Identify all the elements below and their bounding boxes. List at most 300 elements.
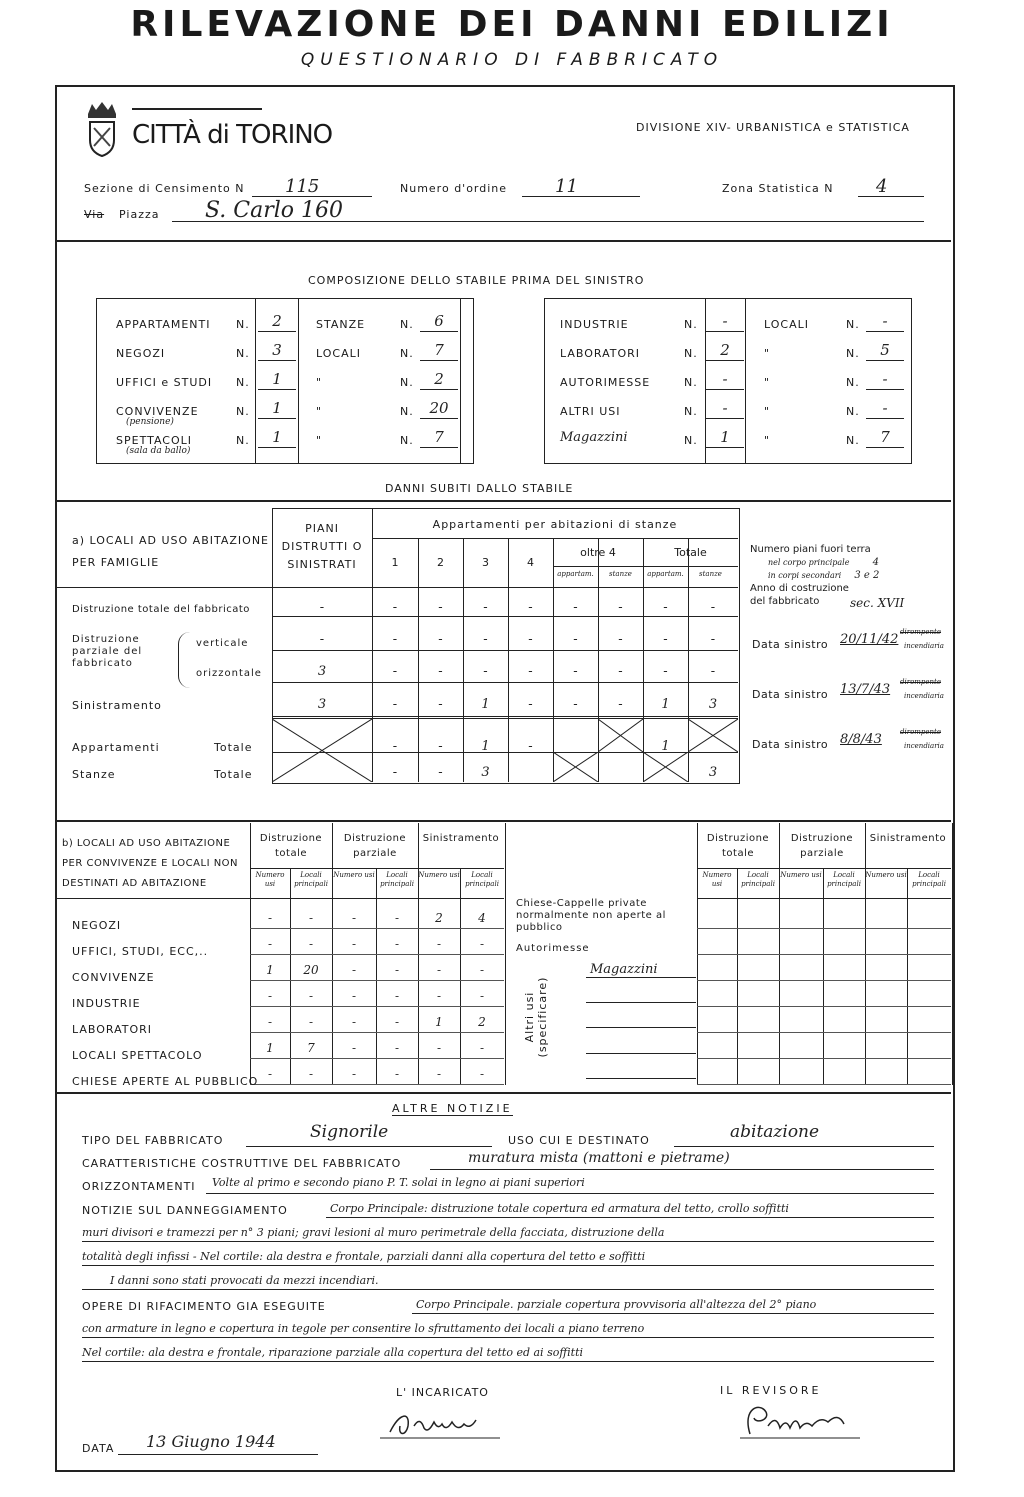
page-title: RILEVAZIONE DEI DANNI EDILIZI	[130, 4, 894, 45]
revisore-signature	[720, 1398, 870, 1446]
comp-right-sn: 7	[880, 428, 890, 446]
b-subheader: Numero usi	[255, 871, 285, 888]
field-line	[866, 360, 904, 361]
b-row-label: INDUSTRIE	[72, 997, 141, 1010]
b-group-header: Sinistramento	[869, 833, 947, 844]
b-subheader: Numero usi	[780, 871, 822, 879]
row-label-orizzontale: orizzontale	[196, 668, 262, 679]
data-sinistro-value: 20/11/42	[840, 632, 899, 647]
row-label-stanze: Stanze	[72, 768, 116, 781]
b-cell: -	[436, 1041, 442, 1055]
comp-left-label: APPARTAMENTI	[116, 318, 211, 331]
damage-cell: -	[483, 600, 488, 615]
n-label: N.	[846, 405, 860, 418]
damage-cell: -	[392, 697, 398, 712]
n-label: N.	[846, 376, 860, 389]
via-label: Via	[84, 208, 105, 221]
tipo-label: TIPO DEL FABBRICATO	[82, 1134, 224, 1147]
damage-cell: -	[710, 632, 716, 647]
field-line	[258, 418, 296, 419]
b-subheader: Numero usi	[865, 871, 907, 879]
b-subheader: Numero usi	[702, 871, 732, 888]
n-label: N.	[684, 376, 698, 389]
comp-right-sub: "	[764, 347, 771, 360]
damage-col-header: oltre 4	[580, 546, 616, 559]
b-row-label: LABORATORI	[72, 1023, 153, 1036]
comp-left-sub: "	[316, 405, 323, 418]
b-row-rule	[697, 1032, 951, 1033]
b-cell: -	[267, 989, 273, 1003]
comp-right-label: ALTRI USI	[560, 405, 621, 418]
comp-left-sub: "	[316, 434, 323, 447]
row-label-totale: Distruzione totale del fabbricato	[72, 604, 250, 615]
incendiaria-label: incendiaria	[904, 692, 944, 700]
ordine-value: 11	[555, 176, 578, 197]
damage-cell: -	[618, 632, 623, 647]
b-cell: -	[394, 1067, 400, 1081]
damage-cell: 3	[481, 765, 490, 780]
subheader-rule	[553, 566, 738, 567]
a-rule	[56, 587, 272, 588]
comp-left-label: CONVIVENZE	[116, 405, 199, 418]
n-label: N.	[400, 376, 414, 389]
damage-col-header: 2	[437, 556, 444, 569]
notes-title: ALTRE NOTIZIE	[392, 1102, 513, 1115]
damage-cell: -	[392, 632, 398, 647]
damage-cell: -	[573, 600, 578, 615]
b-row-rule	[697, 1006, 951, 1007]
n-label: N.	[236, 347, 250, 360]
coat-of-arms-icon	[82, 100, 122, 160]
data-value: 13 Giugno 1944	[146, 1432, 276, 1451]
uso-label: USO CUI E DESTINATO	[508, 1134, 650, 1147]
damage-cell: -	[663, 600, 668, 615]
piazza-label: Piazza	[119, 208, 160, 221]
b-label-rule	[56, 898, 250, 899]
field-line	[706, 447, 744, 448]
b-subheader: Locali principali	[741, 871, 775, 888]
field-line	[420, 331, 458, 332]
b-group-header: Sinistramento	[422, 833, 500, 844]
magazzini-label: Magazzini	[590, 962, 658, 977]
damage-cell: -	[392, 600, 398, 615]
n-label: N.	[236, 318, 250, 331]
damage-cell: -	[573, 664, 578, 679]
b-row-rule	[250, 954, 504, 955]
b-row-label: NEGOZI	[72, 919, 122, 932]
data-sinistro-label: Data sinistro	[752, 638, 829, 651]
b-cell: -	[436, 963, 442, 977]
app-header-rule	[372, 538, 738, 539]
n-label: N.	[400, 347, 414, 360]
uso-value: abitazione	[730, 1122, 820, 1142]
field-line	[866, 331, 904, 332]
damage-cell: -	[618, 664, 623, 679]
b-subheader: Numero usi	[333, 871, 375, 879]
field-line	[866, 389, 904, 390]
b-cell: -	[351, 1067, 357, 1081]
b-cell: -	[479, 1041, 485, 1055]
b-group-header: Distruzione totale	[259, 833, 323, 859]
logo-rule	[132, 108, 262, 110]
field-line	[706, 418, 744, 419]
b-subheader: Numero usi	[418, 871, 460, 879]
field-line	[866, 418, 904, 419]
dann-line: Corpo Principale: distruzione totale copertura ed armatura del tetto, crollo soffitti	[330, 1202, 789, 1215]
b-cell: -	[394, 1015, 400, 1029]
damage-cell: -	[392, 664, 398, 679]
ordine-label: Numero d'ordine	[400, 182, 508, 195]
damage-cell: 1	[481, 697, 490, 712]
n-label: N.	[684, 347, 698, 360]
crossed-out-cell	[688, 719, 738, 752]
dirompente-label: dirompente	[900, 678, 942, 686]
damage-cell: -	[573, 697, 578, 712]
b-cell: -	[267, 1067, 273, 1081]
comp-left-sub: STANZE	[316, 318, 366, 331]
n-label: N.	[400, 405, 414, 418]
zona-label: Zona Statistica N	[722, 182, 834, 195]
dann-line: totalità degli infissi - Nel cortile: ala destra e frontale, parziali danni alla copertura del tetto e soffitti	[82, 1250, 646, 1263]
damage-row-rule	[272, 682, 738, 683]
chiese-label: Chiese-Cappelle private normalmente non aperte al pubblico	[516, 898, 666, 933]
data-sinistro-value: 13/7/43	[840, 682, 891, 697]
b-cell: 2	[478, 1015, 486, 1029]
opere-label: OPERE DI RIFACIMENTO GIA ESEGUITE	[82, 1300, 326, 1313]
comp-left-n: 1	[272, 370, 282, 388]
comp-right-sn: -	[882, 370, 888, 388]
piani-fuori-label: Numero piani fuori terra	[750, 544, 871, 555]
b-cell: -	[351, 911, 357, 925]
b-cell: -	[351, 989, 357, 1003]
b-sub-rule	[697, 898, 951, 899]
corpi-secondari-value: 3 e 2	[854, 570, 880, 581]
damage-cell: -	[438, 739, 443, 754]
b-subheader: Locali principali	[380, 871, 414, 888]
comp-right-sub: LOCALI	[764, 318, 809, 331]
b-col-divider	[907, 868, 908, 1085]
comp-right-label: INDUSTRIE	[560, 318, 629, 331]
b-row-rule	[250, 1084, 504, 1085]
comp-left-sub: LOCALI	[316, 347, 361, 360]
b-group-header: Distruzione parziale	[790, 833, 854, 859]
b-cell: -	[267, 1015, 273, 1029]
comp-right-n: -	[722, 312, 728, 330]
field-line	[420, 418, 458, 419]
b-cell: 7	[307, 1041, 315, 1055]
b-title: b) LOCALI AD USO ABITAZIONE PER CONVIVENZE E LOCALI NON DESTINATI AD ABITAZIONE	[62, 838, 239, 889]
damage-title: DANNI SUBITI DALLO STABILE	[385, 482, 574, 495]
b-cell: -	[479, 963, 485, 977]
n-label: N.	[684, 405, 698, 418]
crossed-out-cell	[272, 719, 372, 782]
b-cell: -	[351, 937, 357, 951]
field-line	[866, 447, 904, 448]
damage-rule	[55, 500, 951, 502]
header-bottom-rule	[272, 587, 738, 588]
b-cell: -	[267, 937, 273, 951]
n-label: N.	[236, 376, 250, 389]
orizz-value: Volte al primo e secondo piano P. T. solai in legno ai piani superiori	[212, 1176, 585, 1189]
b-cell: -	[351, 1041, 357, 1055]
field-line	[706, 331, 744, 332]
side-info	[750, 543, 950, 608]
damage-cell: -	[710, 600, 716, 615]
b-cell: 1	[435, 1015, 443, 1029]
b-cell: -	[308, 989, 314, 1003]
tipo-value: Signorile	[310, 1122, 389, 1142]
b-col-divider	[737, 868, 738, 1085]
opere-line: Corpo Principale. parziale copertura provvisoria all'altezza del 2° piano	[416, 1298, 817, 1311]
damage-cell: -	[528, 632, 533, 647]
dann-label: NOTIZIE SUL DANNEGGIAMENTO	[82, 1204, 288, 1217]
sezione-value: 115	[285, 176, 320, 197]
b-row-rule	[697, 980, 951, 981]
field-line	[258, 331, 296, 332]
b-subheader: Locali principali	[912, 871, 946, 888]
b-row-rule	[250, 1032, 504, 1033]
brace	[178, 632, 193, 688]
revisore-label: IL REVISORE	[720, 1384, 822, 1397]
damage-row-rule	[272, 616, 738, 617]
damage-cell: -	[573, 632, 578, 647]
b-cell: -	[479, 937, 485, 951]
corpo-principale-label: nel corpo principale	[768, 558, 850, 567]
b-cell: 4	[478, 911, 486, 925]
comp-right-sn: -	[882, 312, 888, 330]
b-cell: -	[351, 963, 357, 977]
n-label: N.	[236, 434, 250, 447]
damage-cell: -	[528, 739, 533, 754]
comp-left-sn: 20	[429, 399, 449, 417]
damage-cell: -	[438, 632, 443, 647]
data-sinistro-label: Data sinistro	[752, 688, 829, 701]
field-line	[420, 389, 458, 390]
damage-cell: 3	[317, 664, 327, 679]
a-title: a) LOCALI AD USO ABITAZIONE PER FAMIGLIE	[72, 534, 270, 569]
comp-left-note: (pensione)	[126, 417, 174, 427]
b-row-rule	[697, 928, 951, 929]
dann-line: muri divisori e tramezzi per n° 3 piani; gravi lesioni al muro perimetrale della facciata, distruzione della	[82, 1226, 665, 1239]
dirompente-label: dirompente	[900, 728, 942, 736]
damage-col-header: Totale	[674, 546, 707, 559]
comp-right-n: 1	[720, 428, 730, 446]
piani-header: PIANI DISTRUTTI O SINISTRATI	[281, 522, 363, 571]
page-subtitle: QUESTIONARIO DI FABBRICATO	[300, 50, 724, 70]
damage-cell: 1	[661, 739, 670, 754]
field-line	[420, 360, 458, 361]
b-cell: 1	[266, 1041, 274, 1055]
field-line	[706, 360, 744, 361]
crossed-out-cell	[598, 719, 643, 752]
n-label: N.	[236, 405, 250, 418]
crossed-out-cell	[553, 752, 598, 782]
b-row-label: CONVIVENZE	[72, 971, 155, 984]
b-cell: 1	[266, 963, 274, 977]
b-row-rule	[250, 928, 504, 929]
comp-left-sn: 7	[434, 341, 444, 359]
comp-right-divider2	[745, 299, 746, 463]
damage-col-header: 1	[391, 556, 399, 569]
comp-left-sub: "	[316, 376, 323, 389]
damage-cell: -	[710, 664, 716, 679]
b-cell: -	[394, 963, 400, 977]
incaricato-signature	[380, 1402, 510, 1446]
dann-line: I danni sono stati provocati da mezzi incendiari.	[110, 1274, 379, 1287]
b-group-header: Distruzione parziale	[343, 833, 407, 859]
damage-cell: -	[528, 697, 533, 712]
damage-cell: -	[392, 739, 398, 754]
row-label-parziale: Distruzione parziale del fabbricato	[72, 634, 143, 669]
b-row-rule	[250, 980, 504, 981]
field-line	[420, 447, 458, 448]
n-label: N.	[846, 347, 860, 360]
data-sinistro-label: Data sinistro	[752, 738, 829, 751]
damage-cell: -	[438, 765, 443, 780]
damage-cell: -	[528, 664, 533, 679]
b-col-divider	[823, 868, 824, 1085]
damage-cell: 1	[481, 739, 490, 754]
b-cell: -	[308, 1067, 314, 1081]
b-cell: -	[436, 989, 442, 1003]
field-line	[258, 360, 296, 361]
damage-cell: -	[392, 765, 398, 780]
damage-cell: -	[319, 632, 325, 647]
damage-row-rule	[272, 716, 738, 717]
b-cell: -	[436, 1067, 442, 1081]
b-cell: -	[394, 911, 400, 925]
comp-left-label: UFFICI e STUDI	[116, 376, 213, 389]
damage-cell: -	[319, 600, 325, 615]
dann-line-rule	[82, 1289, 934, 1290]
corpo-principale-value: 4	[872, 557, 880, 568]
damage-cell: -	[663, 632, 668, 647]
b-cell: -	[267, 911, 273, 925]
comp-right-label: LABORATORI	[560, 347, 641, 360]
damage-col-header: 3	[482, 556, 489, 569]
dann-line-rule	[82, 1241, 934, 1242]
opere-line-rule	[82, 1361, 934, 1362]
row-label-verticale: verticale	[196, 638, 249, 649]
b-cell: -	[479, 1067, 485, 1081]
n-label: N.	[684, 318, 698, 331]
comp-left-sn: 6	[434, 312, 444, 330]
comp-right-sn: -	[882, 399, 888, 417]
comp-right-n: -	[722, 370, 728, 388]
comp-left-n: 1	[272, 399, 282, 417]
autorimesse-label: Autorimesse	[516, 943, 590, 954]
b-row-label: UFFICI, STUDI, ECC,..	[72, 945, 209, 958]
incendiaria-label: incendiaria	[904, 642, 944, 650]
b-subheader: Locali principali	[465, 871, 499, 888]
comp-left-n: 2	[272, 312, 282, 330]
b-cell: -	[308, 911, 314, 925]
comp-right-n: -	[722, 399, 728, 417]
dann-line-rule	[82, 1265, 934, 1266]
damage-subcol: stanze	[609, 570, 632, 578]
b-cell: -	[436, 937, 442, 951]
corpi-secondari-label: in corpi secondari	[768, 571, 842, 580]
damage-cell: -	[483, 664, 488, 679]
piazza-value: S. Carlo 160	[205, 198, 344, 223]
dann-line-rule	[326, 1217, 934, 1218]
b-cell: 2	[435, 911, 443, 925]
comp-right-n: 2	[720, 341, 730, 359]
data-sinistro-value: 8/8/43	[840, 732, 882, 747]
b-hdr-rule	[250, 868, 504, 869]
b-rule	[55, 820, 951, 822]
anno-label: Anno di costruzione del fabbricato	[750, 583, 849, 607]
field-line	[706, 389, 744, 390]
zona-value: 4	[876, 176, 888, 197]
row-label-totale: Totale	[214, 741, 253, 754]
incendiaria-label: incendiaria	[904, 742, 944, 750]
damage-cell: -	[438, 664, 443, 679]
b-row-label: CHIESE APERTE AL PUBBLICO	[72, 1075, 259, 1088]
crossed-out-cell	[643, 752, 688, 782]
b-cell: 20	[303, 963, 319, 977]
damage-subcol: appartam.	[557, 570, 594, 578]
damage-cell: 1	[661, 697, 670, 712]
n-label: N.	[684, 434, 698, 447]
comp-right-sub: "	[764, 405, 771, 418]
damage-cell: -	[528, 600, 533, 615]
b-cell: -	[394, 989, 400, 1003]
altri-usi-label: Altri usi (specificare)	[523, 976, 549, 1058]
n-label: N.	[400, 434, 414, 447]
composition-title: COMPOSIZIONE DELLO STABILE PRIMA DEL SINISTRO	[308, 274, 645, 287]
b-cell: -	[351, 1015, 357, 1029]
damage-col-header: 4	[527, 556, 534, 569]
comp-left-n: 3	[272, 341, 282, 359]
b-row-rule	[250, 1006, 504, 1007]
b-sub-rule	[250, 898, 504, 899]
b-cell: -	[479, 989, 485, 1003]
comp-left-divider3	[460, 299, 461, 463]
damage-row-rule	[272, 650, 738, 651]
opere-line: Nel cortile: ala destra e frontale, riparazione parziale alla copertura del tetto ed ai soffitti	[82, 1346, 584, 1359]
notes-rule	[55, 1092, 951, 1094]
comp-left-divider1	[255, 299, 256, 463]
comp-right-label: AUTORIMESSE	[560, 376, 651, 389]
damage-cell: -	[438, 697, 443, 712]
b-row-label: LOCALI SPETTACOLO	[72, 1049, 203, 1062]
damage-cell: 3	[317, 697, 327, 712]
city-name: CITTÀ di TORINO	[132, 120, 333, 150]
sezione-label: Sezione di Censimento N	[84, 182, 245, 195]
comp-right-label: Magazzini	[560, 430, 628, 445]
damage-cell: 3	[708, 697, 718, 712]
caratt-value: muratura mista (mattoni e pietrame)	[468, 1150, 730, 1166]
b-row-rule	[250, 1058, 504, 1059]
comp-left-divider2	[298, 299, 299, 463]
comp-left-sn: 2	[434, 370, 444, 388]
n-label: N.	[400, 318, 414, 331]
b-subheader: Locali principali	[827, 871, 861, 888]
damage-cell: -	[438, 600, 443, 615]
damage-cell: -	[618, 600, 623, 615]
app-header: Appartamenti per abitazioni di stanze	[432, 518, 678, 531]
comp-left-n: 1	[272, 428, 282, 446]
damage-subcol: stanze	[699, 570, 722, 578]
field-line	[258, 447, 296, 448]
division-label: DIVISIONE XIV- URBANISTICA e STATISTICA	[636, 121, 910, 134]
comp-left-label: NEGOZI	[116, 347, 166, 360]
b-cell: -	[394, 1041, 400, 1055]
b-row-rule	[697, 954, 951, 955]
comp-right-sub: "	[764, 376, 771, 389]
data-label: DATA	[82, 1442, 115, 1455]
